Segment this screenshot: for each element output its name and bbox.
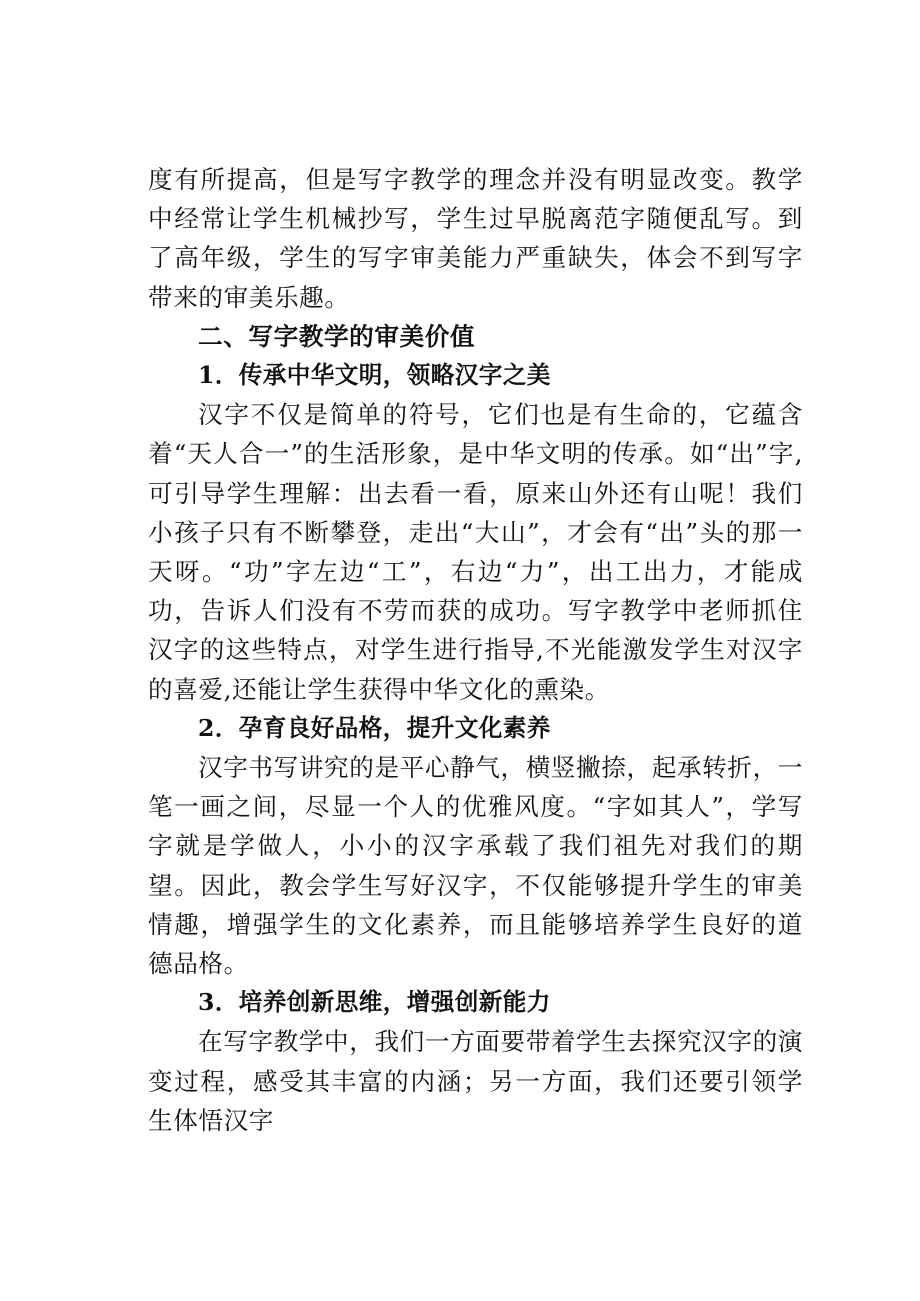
subsection-heading-2: 2．孕育良好品格，提升文化素养: [198, 713, 551, 742]
subsection-paragraph-1: 汉字不仅是简单的符号，它们也是有生命的，它蕴含着“天人合一”的生活形象，是中华文明的传承。如“出”字,可引导学生理解：出去看一看，原来山外还有山呢！我们小孩子只有不断攀登，走出“大山”，才会有“出”头的那一天呀。“功”字左边“工”，右边“力”，出工出力，才能成功，告诉人们没有不劳而获的成功。写字教学中老师抓住汉字的这些特点，对学生进行指导,不光能激发学生对汉字的喜爱,还能让学生获得中华文化的熏染。: [148, 400, 803, 704]
subsection-heading-3: 3．培养创新思维，增强创新能力: [198, 988, 551, 1017]
subsection-paragraph-2: 汉字书写讲究的是平心静气，横竖撇捺，起承转折，一笔一画之间，尽显一个人的优雅风度。“字如其人”，学写字就是学做人，小小的汉字承载了我们祖先对我们的期望。因此，教会学生写好汉字，不仅能够提升学生的审美情趣，增强学生的文化素养，而且能够培养学生良好的道德品格。: [148, 753, 803, 979]
document-body: [148, 160, 803, 1140]
continuation-paragraph: 度有所提高，但是写字教学的理念并没有明显改变。教学中经常让学生机械抄写，学生过早脱离范字随便乱写。到了高年级，学生的写字审美能力严重缺失，体会不到写字带来的审美乐趣。: [148, 165, 803, 312]
subsection-heading-1: 1．传承中华文明，领略汉字之美: [198, 361, 551, 390]
subsection-paragraph-3: 在写字教学中，我们一方面要带着学生去探究汉字的演变过程，感受其丰富的内涵；另一方面，我们还要引领学生体悟汉字: [148, 1027, 803, 1135]
section-heading: 二、写字教学的审美价值: [198, 321, 476, 351]
